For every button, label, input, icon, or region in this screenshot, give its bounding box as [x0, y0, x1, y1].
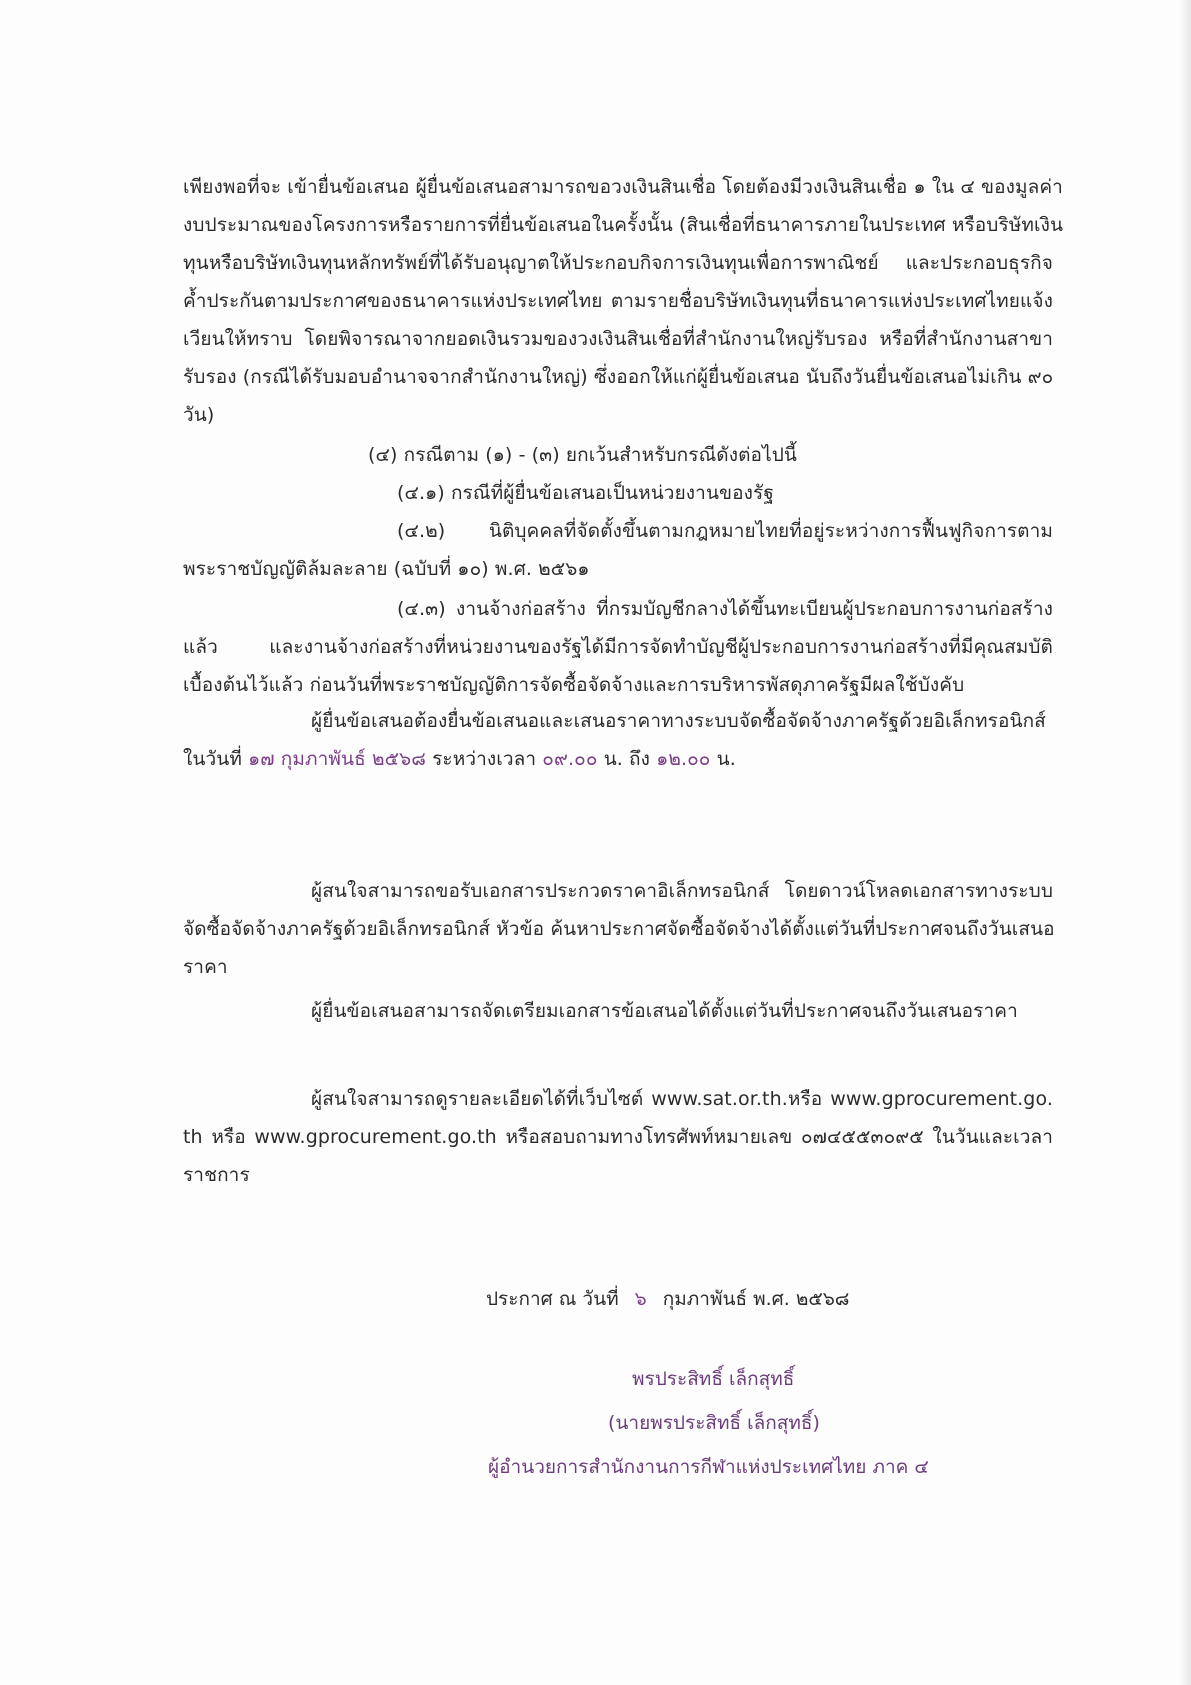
item-4-3-line3: เบื้องต้นไว้แล้ว ก่อนวันที่พระราชบัญญัติการจัดซื้อจัดจ้างและการบริหารพัสดุภาครัฐมีผลใช้บังคับ — [183, 674, 965, 696]
para1-line3: ทุนหรือบริษัทเงินทุนหลักทรัพย์ที่ได้รับอนุญาตให้ประกอบกิจการเงินทุนเพื่อการพาณิชย์ และประกอบธุรกิจ — [183, 252, 1053, 274]
signature-position: ผู้อำนวยการสำนักงานการกีฬาแห่งประเทศไทย ภาค ๔ — [488, 1456, 929, 1478]
signature-full-name: (นายพรประสิทธิ์ เล็กสุทธิ์) — [608, 1412, 820, 1434]
announce-label: ประกาศ ณ วันที่ — [486, 1288, 619, 1310]
announce-month-year: กุมภาพันธ์ พ.ศ. ๒๕๖๘ — [662, 1288, 850, 1310]
item-4-3-line1: (๔.๓) งานจ้างก่อสร้าง ที่กรมบัญชีกลางได้ขึ้นทะเบียนผู้ประกอบการงานก่อสร้าง — [397, 598, 1053, 620]
submit-line1: ผู้ยื่นข้อเสนอต้องยื่นข้อเสนอและเสนอราคาทางระบบจัดซื้อจัดจ้างภาครัฐด้วยอิเล็กทรอนิกส์ — [311, 710, 1046, 732]
para1-line6: รับรอง (กรณีได้รับมอบอำนาจจากสำนักงานใหญ่) ซึ่งออกให้แก่ผู้ยื่นข้อเสนอ นับถึงวันยื่นข้อเสนอไม่เกิน ๙๐ — [183, 366, 1054, 388]
announce-day: ๖ — [634, 1288, 647, 1310]
item-4-2-line1: (๔.๒) นิติบุคคลที่จัดตั้งขึ้นตามกฎหมายไทยที่อยู่ระหว่างการฟื้นฟูกิจการตาม — [397, 520, 1053, 542]
para1-line4: ค้ำประกันตามประกาศของธนาคารแห่งประเทศไทย ตามรายชื่อบริษัทเงินทุนที่ธนาคารแห่งประเทศไทยแจ้ง — [183, 290, 1053, 312]
para1-line7: วัน) — [183, 404, 215, 426]
submit-to: น. ถึง — [603, 748, 651, 770]
signature-name: พรประสิทธิ์ เล็กสุทธิ์ — [632, 1368, 795, 1390]
submit-date: ๑๗ กุมภาพันธ์ ๒๕๖๘ — [248, 748, 426, 770]
submit-line2 — [183, 744, 1053, 774]
submit-prefix: ในวันที่ — [183, 748, 242, 770]
info-line3: ราชการ — [183, 1164, 250, 1186]
prep-line: ผู้ยื่นข้อเสนอสามารถจัดเตรียมเอกสารข้อเสนอได้ตั้งแต่วันที่ประกาศจนถึงวันเสนอราคา — [311, 1000, 1018, 1022]
para1-line1: เพียงพอที่จะ เข้ายื่นข้อเสนอ ผู้ยื่นข้อเสนอสามารถขอวงเงินสินเชื่อ โดยต้องมีวงเงินสินเชื่อ ๑ ใน ๔ ของมูลค่า — [183, 176, 1063, 198]
item-4-3-line2: แล้ว และงานจ้างก่อสร้างที่หน่วยงานของรัฐได้มีการจัดทำบัญชีผู้ประกอบการงานก่อสร้างที่มีคุณสมบัติ — [183, 636, 1053, 658]
announce-line — [486, 1284, 849, 1314]
submit-time-end: ๑๒.๐๐ — [656, 748, 711, 770]
item-4: (๔) กรณีตาม (๑) - (๓) ยกเว้นสำหรับกรณีดังต่อไปนี้ — [368, 444, 797, 466]
submit-time-label: ระหว่างเวลา — [432, 748, 537, 770]
docs-line1: ผู้สนใจสามารถขอรับเอกสารประกวดราคาอิเล็กทรอนิกส์ โดยดาวน์โหลดเอกสารทางระบบ — [311, 880, 1053, 902]
docs-line3: ราคา — [183, 956, 228, 978]
docs-line2: จัดซื้อจัดจ้างภาครัฐด้วยอิเล็กทรอนิกส์ หัวข้อ ค้นหาประกาศจัดซื้อจัดจ้างได้ตั้งแต่วันที่ประกาศจนถึงวันเสนอ — [183, 918, 1055, 940]
info-line1: ผู้สนใจสามารถดูรายละเอียดได้ที่เว็บไซต์ www.sat.or.th.หรือ www.gprocurement.go. — [311, 1088, 1053, 1110]
item-4-2-line2: พระราชบัญญัติล้มละลาย (ฉบับที่ ๑๐) พ.ศ. ๒๕๖๑ — [183, 558, 590, 580]
submit-time-start: ๐๙.๐๐ — [542, 748, 598, 770]
submit-suffix: น. — [716, 748, 736, 770]
item-4-1: (๔.๑) กรณีที่ผู้ยื่นข้อเสนอเป็นหน่วยงานของรัฐ — [397, 482, 774, 504]
para1-line5: เวียนให้ทราบ โดยพิจารณาจากยอดเงินรวมของวงเงินสินเชื่อที่สำนักงานใหญ่รับรอง หรือที่สำนักงานสาขา — [183, 328, 1053, 350]
para1-line2: งบประมาณของโครงการหรือรายการที่ยื่นข้อเสนอในครั้งนั้น (สินเชื่อที่ธนาคารภายในประเทศ หรือบริษัทเงิน — [183, 214, 1064, 236]
info-line2: th หรือ www.gprocurement.go.th หรือสอบถามทางโทรศัพท์หมายเลข ๐๗๔๕๕๓๐๙๕ ในวันและเวลา — [183, 1126, 1053, 1148]
